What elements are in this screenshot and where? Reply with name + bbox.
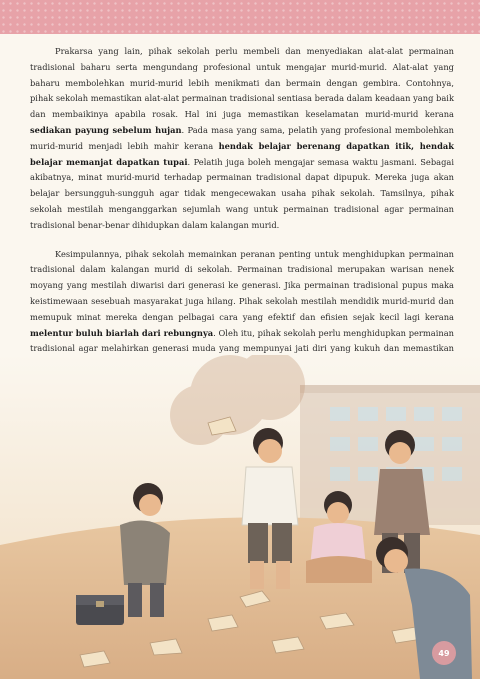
school-bag: [76, 595, 124, 625]
paragraph-1: [30, 44, 454, 234]
header-band: [0, 0, 480, 34]
text-run: . Oleh itu, pihak sekolah perlu menghidupkan permainan tradisional agar melahirkan generasi muda yang mempunyai jati diri yang kukuh dan memastikan: [30, 327, 454, 354]
peribahasa-phrase: melentur buluh biarlah dari rebungnya: [30, 327, 214, 338]
body-text: [30, 44, 454, 386]
text-run: . Pada masa yang sama, pelatih yang profesional membolehkan murid-murid menjadi lebih mahir kerana: [30, 124, 454, 151]
text-run: . Pelatih juga boleh mengajar semasa waktu jasmani. Sebagai akibatnya, minat murid-murid terhadap permainan tradisional dapat dipupuk. Mereka juga akan belajar bersungguh-sungguh agar tidak mengecewakan usaha pihak sekolah. Tamsilnya, pihak sekolah mestilah menganggarkan sejumlah wang untuk permainan tradisional agar permainan tradisional benar-benar dihidupkan dalam kalangan murid.: [30, 156, 455, 230]
text-run: Prakarsa yang lain, pihak sekolah perlu membeli dan menyediakan alat-alat permainan tradisional baharu serta mengundang profesional untuk mengajar murid-murid. Alat-alat yang baharu membolehkan murid-murid lebih menikmati dan bermain dengan gembira. Contohnya, pihak sekolah memastikan alat-alat permainan tradisional sentiasa berada dalam keadaan yang baik dan membaikinya apabila rosak. Hal ini juga memastikan keselamatan murid-murid kerana: [30, 46, 454, 120]
children-playing-illustration: [0, 355, 480, 679]
peribahasa-phrase: hendak belajar berenang dapatkan itik, hendak belajar memanjat dapatkan tupai: [30, 140, 454, 167]
page-number: 49: [432, 641, 456, 665]
peribahasa-phrase: sediakan payung sebelum hujan: [30, 124, 182, 135]
paragraph-2: [30, 247, 454, 373]
text-run: Kesimpulannya, pihak sekolah memainkan peranan penting untuk menghidupkan permainan tradisional dalam kalangan murid di sekolah. Permainan tradisional merupakan warisan nenek moyang yang mestilah diwarisi dari generasi ke generasi. Jika permainan tradisional pupus maka keistimewaan sesebuah masyarakat juga hilang. Pihak sekolah mestilah mendidik murid-murid dan memupuk minat mereka dengan pelbagai cara yang efektif dan efisien sejak kecil lagi kerana: [30, 248, 454, 322]
